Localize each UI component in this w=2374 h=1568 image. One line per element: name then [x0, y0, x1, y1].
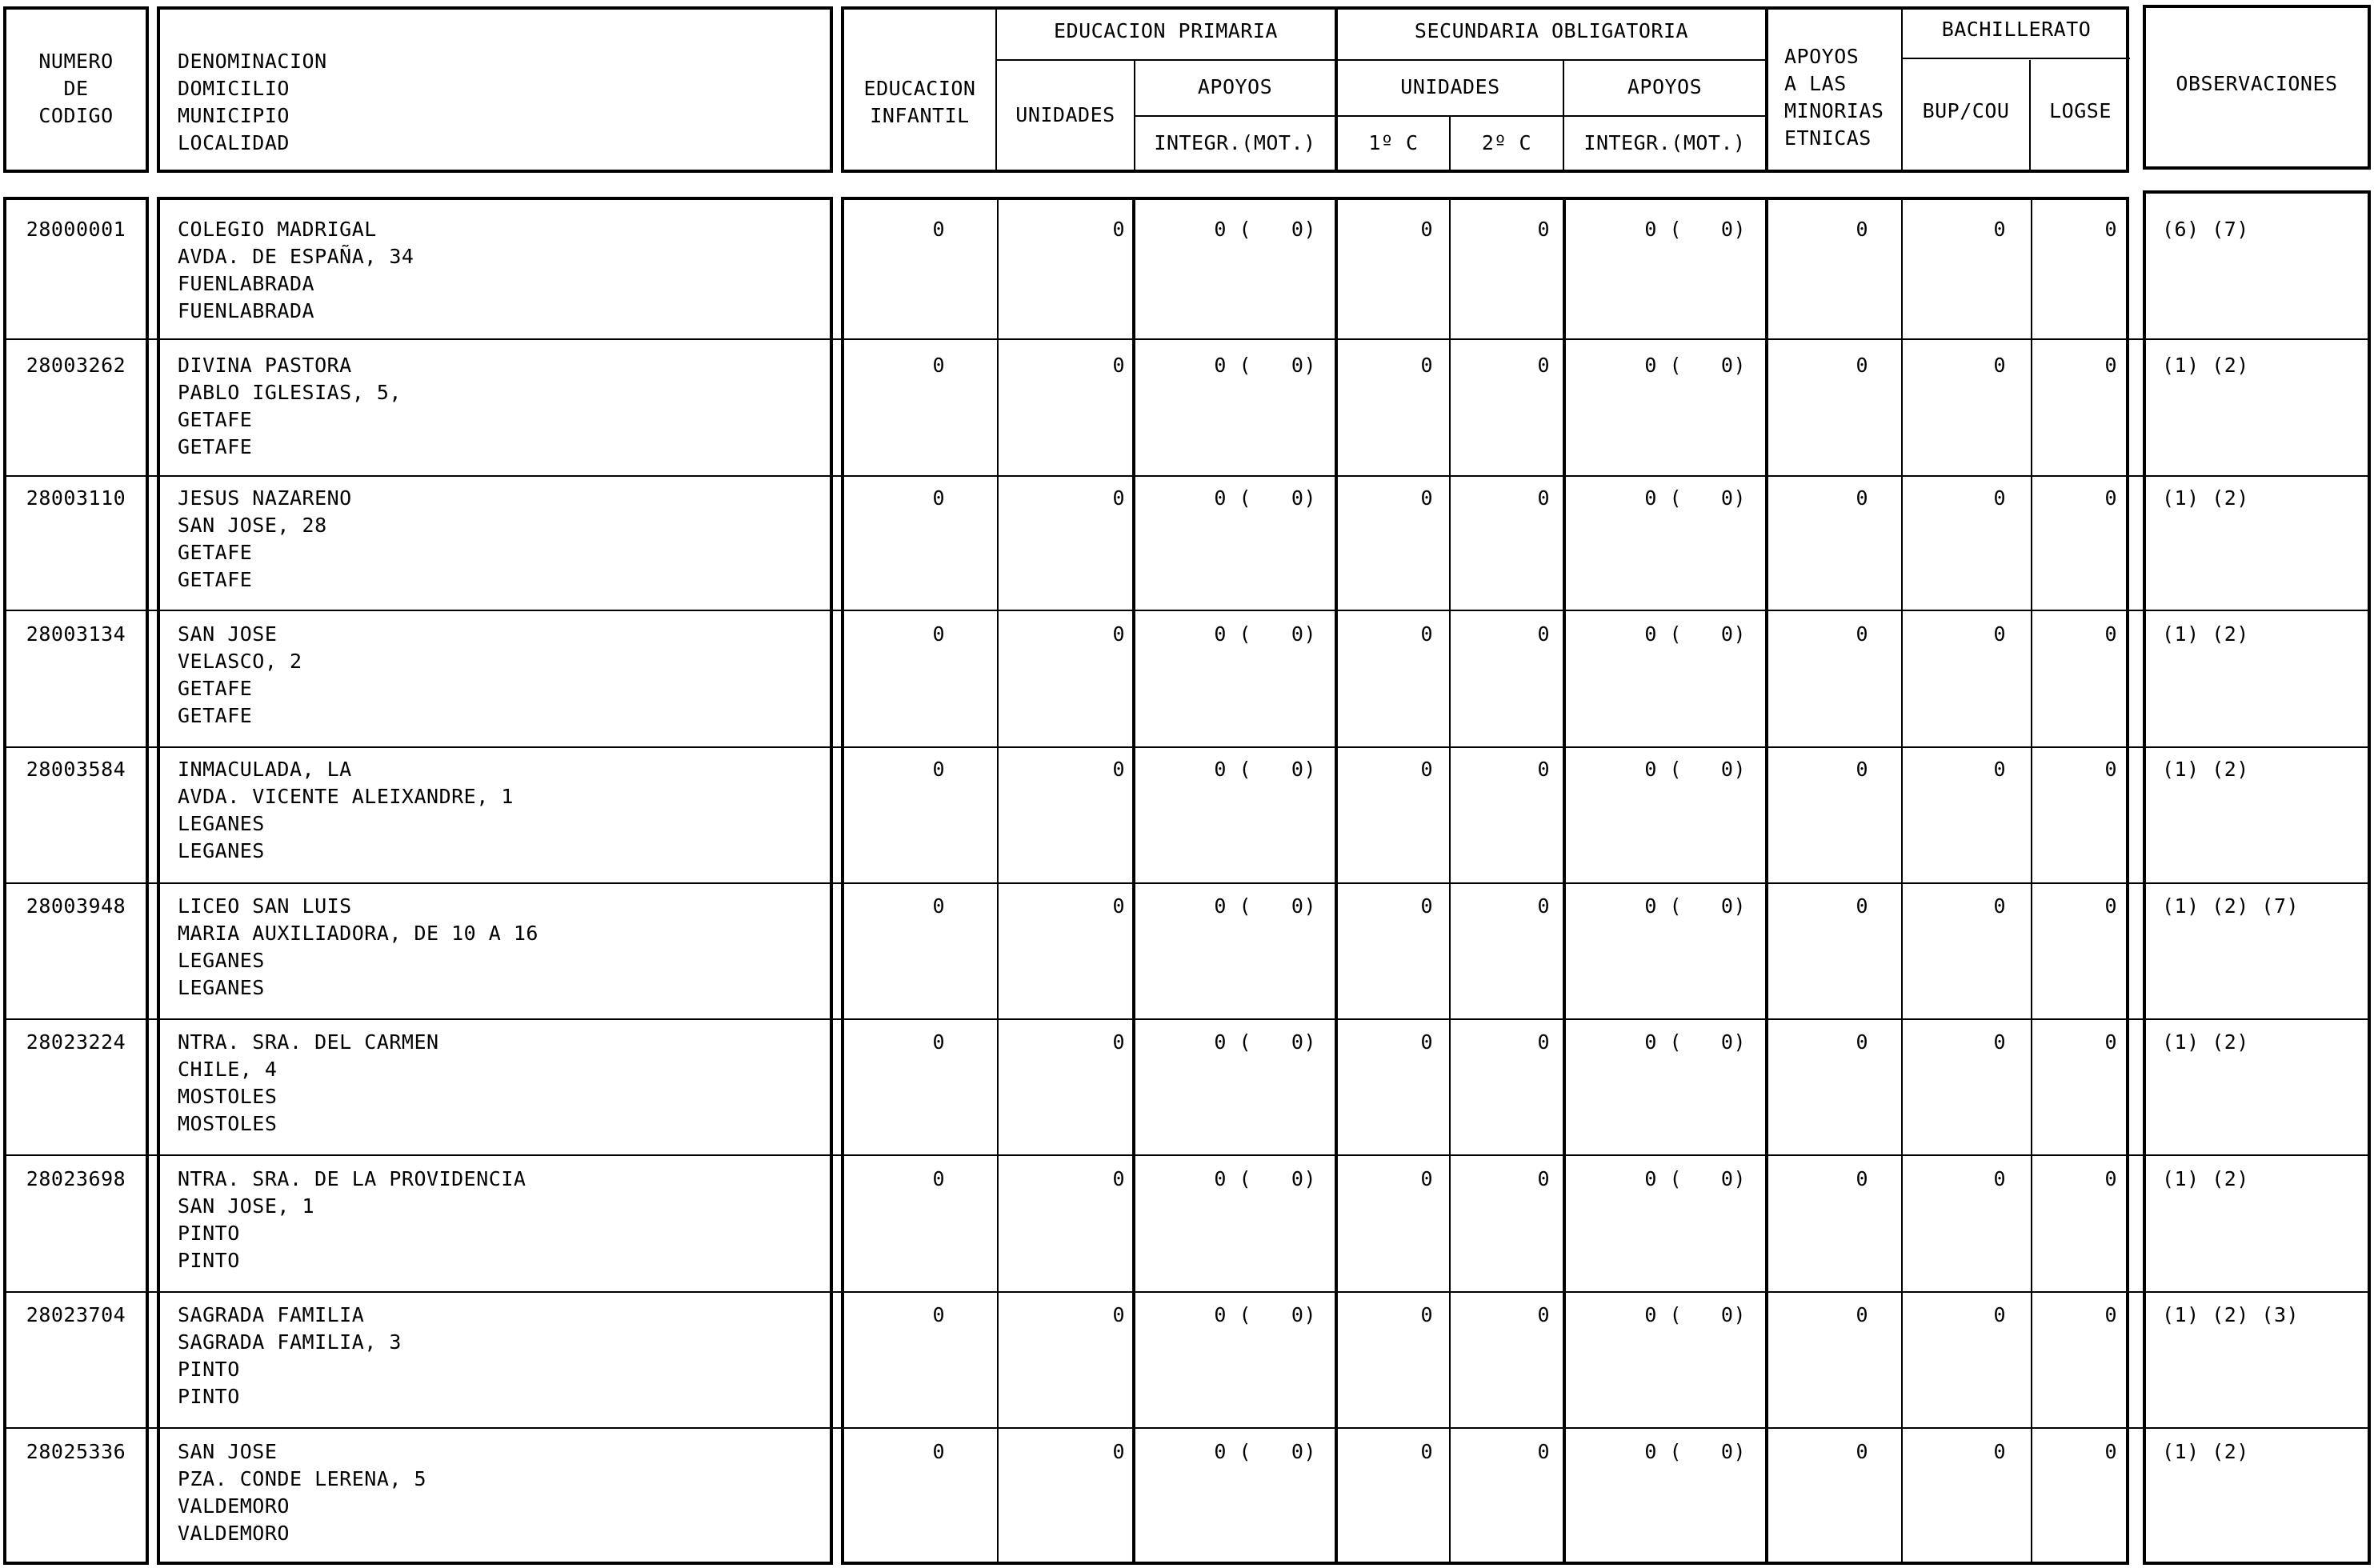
denominacion-cell — [178, 1166, 818, 1274]
primaria-mot-cell: 0) — [1291, 354, 1316, 377]
secundaria-mot-cell: 0) — [1720, 1030, 1746, 1054]
primaria-integr-cell: 0 ( — [1214, 1167, 1251, 1190]
primaria-unidades-cell: 0 — [1112, 1167, 1125, 1190]
bup-cou-cell: 0 — [1993, 1030, 2006, 1054]
secundaria-2c-cell: 0 — [1537, 622, 1550, 646]
primaria-mot-cell: 0) — [1291, 218, 1316, 241]
denominacion-localidad: PINTO — [178, 1249, 240, 1272]
primaria-unidades-cell: 0 — [1112, 758, 1125, 781]
header-secundaria-obligatoria: SECUNDARIA OBLIGATORIA — [1414, 19, 1689, 42]
header-numero-label — [6, 48, 146, 130]
secundaria-integr-cell: 0 ( — [1644, 1167, 1682, 1190]
codigo-cell: 28003584 — [26, 758, 126, 781]
logse-cell: 0 — [2104, 894, 2117, 918]
header-infantil-line: INFANTIL — [870, 104, 970, 127]
column-divider — [1335, 197, 1338, 1565]
secundaria-1c-cell: 0 — [1420, 354, 1433, 377]
denominacion-domicilio: AVDA. VICENTE ALEIXANDRE, 1 — [178, 785, 514, 808]
observaciones-cell: (1) (2) — [2162, 1440, 2249, 1463]
header-minorias-line: MINORIAS — [1784, 99, 1884, 122]
denominacion-municipio: LEGANES — [178, 949, 265, 972]
bup-cou-cell: 0 — [1993, 1167, 2006, 1190]
header-denominacion-label — [178, 48, 818, 157]
secundaria-2c-cell: 0 — [1537, 894, 1550, 918]
primaria-mot-cell: 0) — [1291, 758, 1316, 781]
minorias-cell: 0 — [1856, 1440, 1868, 1463]
denominacion-nombre: SAN JOSE — [178, 622, 278, 646]
secundaria-1c-cell: 0 — [1420, 218, 1433, 241]
bup-cou-cell: 0 — [1993, 486, 2006, 510]
denominacion-localidad: LEGANES — [178, 839, 265, 862]
observaciones-cell: (6) (7) — [2162, 218, 2249, 241]
observaciones-cell: (1) (2) (3) — [2162, 1303, 2300, 1326]
header-denominacion-line: DOMICILIO — [178, 77, 290, 100]
header-divider — [1134, 115, 1765, 117]
minorias-cell: 0 — [1856, 758, 1868, 781]
denominacion-localidad: FUENLABRADA — [178, 299, 315, 322]
bup-cou-cell: 0 — [1993, 218, 2006, 241]
denominacion-nombre: JESUS NAZARENO — [178, 486, 352, 510]
body-observaciones-box — [2143, 190, 2371, 1565]
header-minorias-line: ETNICAS — [1784, 126, 1872, 150]
denominacion-domicilio: PZA. CONDE LERENA, 5 — [178, 1467, 427, 1490]
secundaria-integr-cell: 0 ( — [1644, 1030, 1682, 1054]
denominacion-domicilio: CHILE, 4 — [178, 1058, 278, 1081]
row-separator — [3, 1427, 2371, 1429]
denominacion-cell — [178, 1029, 818, 1138]
row-separator — [3, 882, 2371, 884]
infantil-cell: 0 — [932, 218, 945, 241]
secundaria-mot-cell: 0) — [1720, 1167, 1746, 1190]
row-separator — [3, 610, 2371, 611]
denominacion-localidad: GETAFE — [178, 568, 253, 591]
primaria-mot-cell: 0) — [1291, 1303, 1316, 1326]
primaria-integr-cell: 0 ( — [1214, 894, 1251, 918]
infantil-cell: 0 — [932, 1303, 945, 1326]
column-divider — [997, 197, 999, 1565]
secundaria-2c-cell: 0 — [1537, 218, 1550, 241]
secundaria-integr-cell: 0 ( — [1644, 1303, 1682, 1326]
infantil-cell: 0 — [932, 1440, 945, 1463]
secundaria-mot-cell: 0) — [1720, 622, 1746, 646]
minorias-cell: 0 — [1856, 894, 1868, 918]
logse-cell: 0 — [2104, 758, 2117, 781]
primaria-integr-cell: 0 ( — [1214, 354, 1251, 377]
denominacion-domicilio: MARIA AUXILIADORA, DE 10 A 16 — [178, 922, 538, 945]
denominacion-domicilio: SAN JOSE, 1 — [178, 1194, 315, 1218]
denominacion-cell — [178, 1438, 818, 1547]
logse-cell: 0 — [2104, 1303, 2117, 1326]
secundaria-mot-cell: 0) — [1720, 486, 1746, 510]
denominacion-nombre: SAGRADA FAMILIA — [178, 1303, 365, 1326]
denominacion-nombre: NTRA. SRA. DEL CARMEN — [178, 1030, 439, 1054]
header-infantil-line: EDUCACION — [863, 77, 976, 100]
header-primaria-unidades: UNIDADES — [1015, 103, 1115, 126]
observaciones-cell: (1) (2) — [2162, 486, 2249, 510]
row-separator — [3, 746, 2371, 748]
secundaria-integr-cell: 0 ( — [1644, 622, 1682, 646]
primaria-integr-cell: 0 ( — [1214, 1303, 1251, 1326]
header-educacion-infantil — [844, 75, 995, 130]
codigo-cell: 28025336 — [26, 1440, 126, 1463]
denominacion-localidad: GETAFE — [178, 704, 253, 727]
secundaria-2c-cell: 0 — [1537, 1167, 1550, 1190]
denominacion-municipio: PINTO — [178, 1358, 240, 1381]
secundaria-mot-cell: 0) — [1720, 894, 1746, 918]
logse-cell: 0 — [2104, 486, 2117, 510]
primaria-unidades-cell: 0 — [1112, 1030, 1125, 1054]
codigo-cell: 28023704 — [26, 1303, 126, 1326]
denominacion-nombre: NTRA. SRA. DE LA PROVIDENCIA — [178, 1167, 526, 1190]
denominacion-municipio: GETAFE — [178, 677, 253, 700]
column-divider — [1901, 197, 1903, 1565]
row-separator — [3, 475, 2371, 477]
minorias-cell: 0 — [1856, 1167, 1868, 1190]
denominacion-cell — [178, 485, 818, 594]
denominacion-nombre: SAN JOSE — [178, 1440, 278, 1463]
primaria-unidades-cell: 0 — [1112, 1303, 1125, 1326]
denominacion-municipio: MOSTOLES — [178, 1085, 278, 1108]
bup-cou-cell: 0 — [1993, 354, 2006, 377]
codigo-cell: 28023224 — [26, 1030, 126, 1054]
primaria-unidades-cell: 0 — [1112, 1440, 1125, 1463]
secundaria-1c-cell: 0 — [1420, 1303, 1433, 1326]
infantil-cell: 0 — [932, 354, 945, 377]
secundaria-2c-cell: 0 — [1537, 1303, 1550, 1326]
column-divider — [1563, 197, 1566, 1565]
header-logse: LOGSE — [2049, 99, 2112, 122]
header-secundaria-integr: INTEGR.(MOT.) — [1583, 131, 1746, 154]
header-secundaria-unidades: UNIDADES — [1400, 75, 1500, 98]
denominacion-municipio: GETAFE — [178, 541, 253, 564]
header-minorias-line: A LAS — [1784, 72, 1847, 95]
secundaria-integr-cell: 0 ( — [1644, 218, 1682, 241]
denominacion-cell — [178, 216, 818, 325]
denominacion-domicilio: VELASCO, 2 — [178, 650, 302, 673]
codigo-cell: 28000001 — [26, 218, 126, 241]
denominacion-municipio: GETAFE — [178, 408, 253, 431]
secundaria-2c-cell: 0 — [1537, 354, 1550, 377]
header-divider — [1765, 6, 1768, 173]
secundaria-2c-cell: 0 — [1537, 758, 1550, 781]
column-divider — [1449, 197, 1451, 1565]
denominacion-domicilio: PABLO IGLESIAS, 5, — [178, 381, 402, 404]
denominacion-municipio: PINTO — [178, 1222, 240, 1245]
secundaria-integr-cell: 0 ( — [1644, 758, 1682, 781]
minorias-cell: 0 — [1856, 622, 1868, 646]
bup-cou-cell: 0 — [1993, 758, 2006, 781]
secundaria-mot-cell: 0) — [1720, 354, 1746, 377]
codigo-cell: 28003134 — [26, 622, 126, 646]
denominacion-localidad: VALDEMORO — [178, 1522, 290, 1545]
secundaria-integr-cell: 0 ( — [1644, 486, 1682, 510]
minorias-cell: 0 — [1856, 218, 1868, 241]
secundaria-integr-cell: 0 ( — [1644, 354, 1682, 377]
primaria-mot-cell: 0) — [1291, 894, 1316, 918]
denominacion-cell — [178, 621, 818, 730]
header-minorias-line: APOYOS — [1784, 45, 1860, 68]
logse-cell: 0 — [2104, 354, 2117, 377]
header-denominacion-line: DENOMINACION — [178, 50, 327, 73]
header-bachillerato: BACHILLERATO — [1941, 18, 2092, 41]
denominacion-localidad: PINTO — [178, 1385, 240, 1408]
header-secundaria-2c: 2º C — [1481, 131, 1532, 154]
header-numero-line: NUMERO — [38, 50, 114, 73]
secundaria-1c-cell: 0 — [1420, 758, 1433, 781]
body-codigo-box — [3, 197, 149, 1565]
secundaria-integr-cell: 0 ( — [1644, 894, 1682, 918]
denominacion-localidad: GETAFE — [178, 435, 253, 458]
logse-cell: 0 — [2104, 1030, 2117, 1054]
header-observaciones: OBSERVACIONES — [2176, 72, 2338, 95]
denominacion-nombre: LICEO SAN LUIS — [178, 894, 352, 918]
observaciones-cell: (1) (2) — [2162, 354, 2249, 377]
minorias-cell: 0 — [1856, 354, 1868, 377]
primaria-mot-cell: 0) — [1291, 1440, 1316, 1463]
minorias-cell: 0 — [1856, 1303, 1868, 1326]
observaciones-cell: (1) (2) — [2162, 758, 2249, 781]
denominacion-localidad: MOSTOLES — [178, 1112, 278, 1135]
observaciones-cell: (1) (2) — [2162, 1167, 2249, 1190]
secundaria-1c-cell: 0 — [1420, 622, 1433, 646]
column-divider — [1132, 197, 1135, 1565]
header-numero-line: CODIGO — [38, 104, 114, 127]
primaria-integr-cell: 0 ( — [1214, 758, 1251, 781]
codigo-cell: 28023698 — [26, 1167, 126, 1190]
minorias-cell: 0 — [1856, 1030, 1868, 1054]
secundaria-mot-cell: 0) — [1720, 1303, 1746, 1326]
secundaria-2c-cell: 0 — [1537, 1030, 1550, 1054]
primaria-integr-cell: 0 ( — [1214, 1440, 1251, 1463]
primaria-integr-cell: 0 ( — [1214, 218, 1251, 241]
logse-cell: 0 — [2104, 218, 2117, 241]
primaria-unidades-cell: 0 — [1112, 486, 1125, 510]
denominacion-municipio: VALDEMORO — [178, 1494, 290, 1518]
denominacion-cell — [178, 1302, 818, 1410]
column-divider — [2031, 197, 2032, 1565]
secundaria-mot-cell: 0) — [1720, 758, 1746, 781]
denominacion-nombre: COLEGIO MADRIGAL — [178, 218, 377, 241]
bup-cou-cell: 0 — [1993, 622, 2006, 646]
denominacion-domicilio: SAGRADA FAMILIA, 3 — [178, 1330, 402, 1354]
header-denominacion-line: MUNICIPIO — [178, 104, 290, 127]
primaria-mot-cell: 0) — [1291, 622, 1316, 646]
infantil-cell: 0 — [932, 1167, 945, 1190]
row-separator — [3, 338, 2371, 340]
bup-cou-cell: 0 — [1993, 1303, 2006, 1326]
header-divider — [995, 59, 1765, 61]
denominacion-cell — [178, 893, 818, 1002]
infantil-cell: 0 — [932, 486, 945, 510]
primaria-mot-cell: 0) — [1291, 486, 1316, 510]
observaciones-cell: (1) (2) (7) — [2162, 894, 2300, 918]
header-secundaria-1c: 1º C — [1368, 131, 1419, 154]
infantil-cell: 0 — [932, 1030, 945, 1054]
row-separator — [3, 1291, 2371, 1293]
primaria-unidades-cell: 0 — [1112, 354, 1125, 377]
denominacion-municipio: LEGANES — [178, 812, 265, 835]
header-numero-line: DE — [63, 77, 89, 100]
primaria-unidades-cell: 0 — [1112, 894, 1125, 918]
observaciones-cell: (1) (2) — [2162, 1030, 2249, 1054]
denominacion-domicilio: AVDA. DE ESPAÑA, 34 — [178, 245, 414, 268]
bup-cou-cell: 0 — [1993, 894, 2006, 918]
primaria-mot-cell: 0) — [1291, 1167, 1316, 1190]
header-educacion-primaria: EDUCACION PRIMARIA — [1054, 19, 1278, 42]
header-primaria-apoyos: APOYOS — [1197, 75, 1273, 98]
logse-cell: 0 — [2104, 622, 2117, 646]
codigo-cell: 28003948 — [26, 894, 126, 918]
secundaria-2c-cell: 0 — [1537, 1440, 1550, 1463]
minorias-cell: 0 — [1856, 486, 1868, 510]
header-primaria-integr: INTEGR.(MOT.) — [1154, 131, 1316, 154]
header-divider — [1901, 58, 2130, 59]
denominacion-localidad: LEGANES — [178, 976, 265, 999]
denominacion-nombre: INMACULADA, LA — [178, 758, 352, 781]
row-separator — [3, 1018, 2371, 1020]
column-divider — [1765, 197, 1768, 1565]
secundaria-1c-cell: 0 — [1420, 1167, 1433, 1190]
denominacion-municipio: FUENLABRADA — [178, 272, 315, 295]
denominacion-cell — [178, 756, 818, 865]
primaria-integr-cell: 0 ( — [1214, 622, 1251, 646]
logse-cell: 0 — [2104, 1167, 2117, 1190]
infantil-cell: 0 — [932, 894, 945, 918]
row-separator — [3, 1154, 2371, 1156]
header-apoyos-minorias — [1784, 43, 1896, 152]
secundaria-1c-cell: 0 — [1420, 1440, 1433, 1463]
primaria-integr-cell: 0 ( — [1214, 1030, 1251, 1054]
secundaria-mot-cell: 0) — [1720, 1440, 1746, 1463]
infantil-cell: 0 — [932, 758, 945, 781]
secundaria-2c-cell: 0 — [1537, 486, 1550, 510]
primaria-mot-cell: 0) — [1291, 1030, 1316, 1054]
denominacion-domicilio: SAN JOSE, 28 — [178, 514, 327, 537]
secundaria-1c-cell: 0 — [1420, 486, 1433, 510]
secundaria-integr-cell: 0 ( — [1644, 1440, 1682, 1463]
logse-cell: 0 — [2104, 1440, 2117, 1463]
header-bup-cou: BUP/COU — [1922, 99, 2010, 122]
primaria-integr-cell: 0 ( — [1214, 486, 1251, 510]
codigo-cell: 28003262 — [26, 354, 126, 377]
primaria-unidades-cell: 0 — [1112, 622, 1125, 646]
secundaria-mot-cell: 0) — [1720, 218, 1746, 241]
header-secundaria-apoyos: APOYOS — [1627, 75, 1703, 98]
denominacion-cell — [178, 352, 818, 461]
body-main-box — [841, 197, 2129, 1565]
observaciones-cell: (1) (2) — [2162, 622, 2249, 646]
secundaria-1c-cell: 0 — [1420, 894, 1433, 918]
secundaria-1c-cell: 0 — [1420, 1030, 1433, 1054]
infantil-cell: 0 — [932, 622, 945, 646]
primaria-unidades-cell: 0 — [1112, 218, 1125, 241]
bup-cou-cell: 0 — [1993, 1440, 2006, 1463]
denominacion-nombre: DIVINA PASTORA — [178, 354, 352, 377]
codigo-cell: 28003110 — [26, 486, 126, 510]
header-denominacion-line: LOCALIDAD — [178, 131, 290, 154]
